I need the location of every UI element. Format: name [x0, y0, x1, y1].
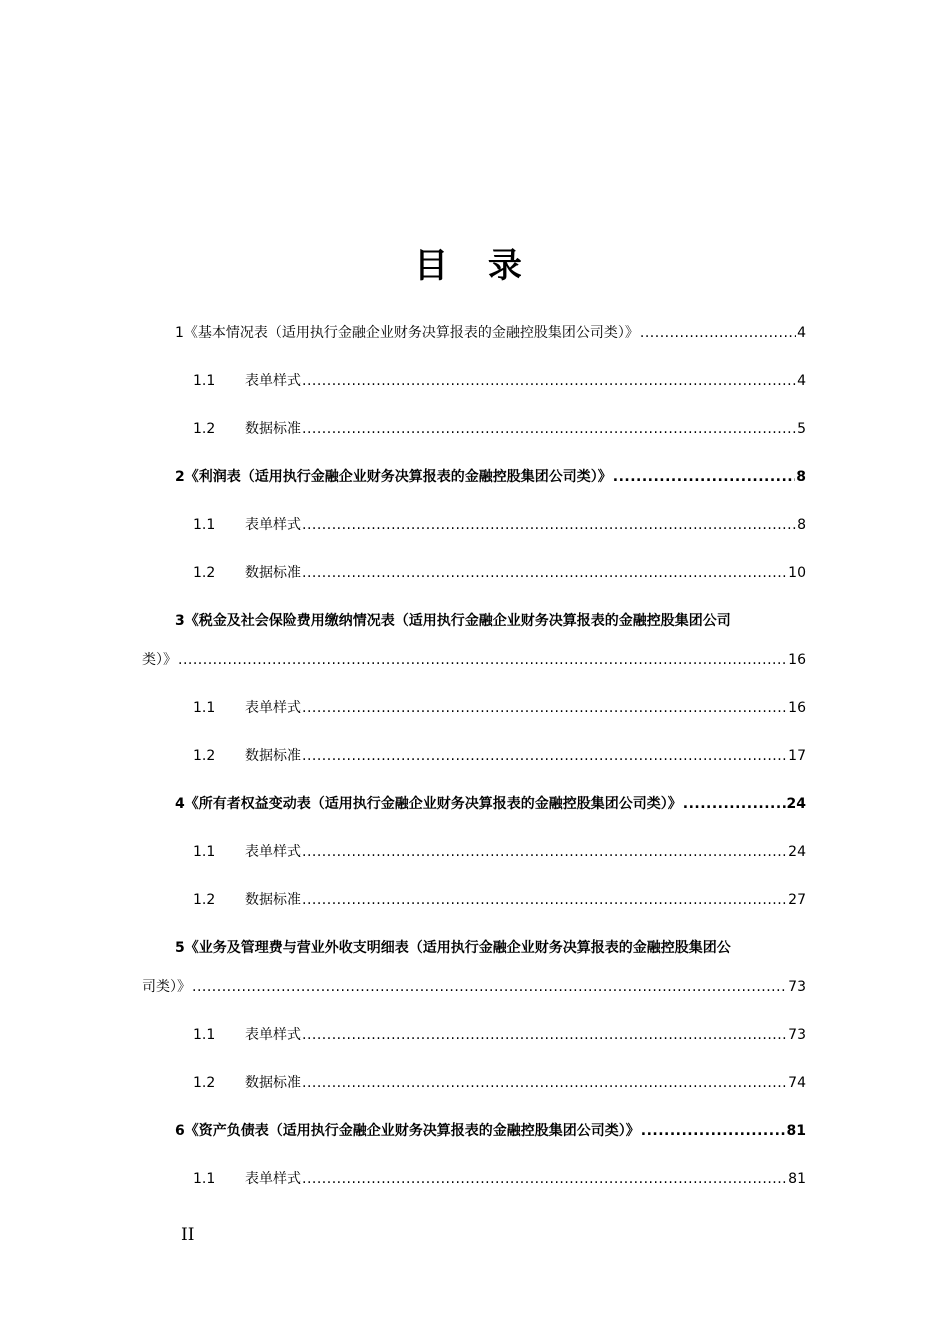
leader-dots: [302, 517, 796, 533]
toc-subentry-label: 表单样式: [245, 1171, 301, 1187]
leader-dots: [302, 421, 796, 437]
toc-subentry-label: 数据标准: [245, 1075, 301, 1091]
toc-subentry[interactable]: [193, 697, 806, 719]
toc-page-number: 81: [786, 1123, 806, 1139]
toc-entry-6[interactable]: [175, 1120, 806, 1142]
leader-dots: [641, 1123, 786, 1139]
toc-subentry-number: 1.2: [193, 421, 216, 437]
toc-subentry-label: 数据标准: [245, 748, 301, 764]
toc-subentry-label: 表单样式: [245, 1027, 301, 1043]
toc-subentry-label: 数据标准: [245, 892, 301, 908]
toc-subentry-label: 数据标准: [245, 565, 301, 581]
toc-entry-label: 1《基本情况表（适用执行金融企业财务决算报表的金融控股集团公司类）》: [175, 325, 639, 341]
toc-page-number: 4: [797, 373, 806, 389]
leader-dots: [640, 325, 796, 341]
toc-entry-label: 5《业务及管理费与营业外收支明细表（适用执行金融企业财务决算报表的金融控股集团公: [175, 940, 731, 956]
toc-page-number: 8: [796, 469, 806, 485]
toc-entry-label: 司类）》: [142, 979, 191, 995]
toc-subentry[interactable]: [193, 370, 806, 392]
toc-entry-3[interactable]: [175, 610, 806, 632]
page-title: 目 录: [414, 246, 536, 286]
footer-page-number: II: [181, 1225, 195, 1245]
toc-subentry[interactable]: [193, 514, 806, 536]
toc-page-number: 24: [788, 844, 806, 860]
leader-dots: [302, 844, 787, 860]
leader-dots: [302, 748, 787, 764]
toc-subentry[interactable]: [193, 745, 806, 767]
toc-subentry[interactable]: [193, 1024, 806, 1046]
toc-subentry-label: 表单样式: [245, 844, 301, 860]
toc-entry-label: 类）》: [142, 652, 177, 668]
toc-subentry[interactable]: [193, 1168, 806, 1190]
toc-subentry[interactable]: [193, 841, 806, 863]
leader-dots: [302, 373, 796, 389]
toc-entry-label: 3《税金及社会保险费用缴纳情况表（适用执行金融企业财务决算报表的金融控股集团公司: [175, 613, 731, 629]
leader-dots: [683, 796, 786, 812]
toc-subentry-number: 1.1: [193, 373, 216, 389]
toc-entry-5[interactable]: [175, 937, 806, 959]
toc-entry-2[interactable]: [175, 466, 806, 488]
toc-subentry[interactable]: [193, 1072, 806, 1094]
toc-subentry-number: 1.2: [193, 565, 216, 581]
toc-subentry-label: 数据标准: [245, 421, 301, 437]
toc-entry-4[interactable]: [175, 793, 806, 815]
toc-entry-1[interactable]: [175, 322, 806, 344]
toc-page-number: 74: [788, 1075, 806, 1091]
leader-dots: [302, 1075, 787, 1091]
toc-subentry-number: 1.1: [193, 517, 216, 533]
toc-subentry-label: 表单样式: [245, 700, 301, 716]
leader-dots: [302, 892, 787, 908]
leader-dots: [302, 565, 787, 581]
leader-dots: [302, 1027, 787, 1043]
toc-page-number: 5: [797, 421, 806, 437]
toc-subentry-number: 1.1: [193, 1171, 216, 1187]
leader-dots: [302, 1171, 787, 1187]
toc-page-number: 10: [788, 565, 806, 581]
leader-dots: [613, 469, 796, 485]
toc-page-number: 17: [788, 748, 806, 764]
toc-page-number: 16: [788, 700, 806, 716]
toc-entry-label: 6《资产负债表（适用执行金融企业财务决算报表的金融控股集团公司类）》: [175, 1123, 640, 1139]
leader-dots: [178, 652, 787, 668]
leader-dots: [192, 979, 787, 995]
toc-page-number: 16: [788, 652, 806, 668]
toc-entry-label: 4《所有者权益变动表（适用执行金融企业财务决算报表的金融控股集团公司类）》: [175, 796, 682, 812]
toc-entry-label: 2《利润表（适用执行金融企业财务决算报表的金融控股集团公司类）》: [175, 469, 612, 485]
toc-page-number: 8: [797, 517, 806, 533]
toc-page-number: 27: [788, 892, 806, 908]
toc-subentry-label: 表单样式: [245, 373, 301, 389]
toc-page-number: 73: [788, 1027, 806, 1043]
toc-subentry[interactable]: [193, 889, 806, 911]
toc-subentry[interactable]: [193, 562, 806, 584]
toc-page-number: 81: [788, 1171, 806, 1187]
toc-page-number: 24: [786, 796, 806, 812]
toc-entry-5-continued[interactable]: [142, 976, 806, 998]
toc-subentry-number: 1.1: [193, 700, 216, 716]
toc-subentry-number: 1.1: [193, 1027, 216, 1043]
toc-subentry-number: 1.1: [193, 844, 216, 860]
toc-subentry-label: 表单样式: [245, 517, 301, 533]
toc-page-number: 4: [797, 325, 806, 341]
toc-entry-3-continued[interactable]: [142, 649, 806, 671]
leader-dots: [302, 700, 787, 716]
toc-subentry-number: 1.2: [193, 1075, 216, 1091]
toc-page-number: 73: [788, 979, 806, 995]
toc-subentry[interactable]: [193, 418, 806, 440]
toc-subentry-number: 1.2: [193, 892, 216, 908]
toc-subentry-number: 1.2: [193, 748, 216, 764]
